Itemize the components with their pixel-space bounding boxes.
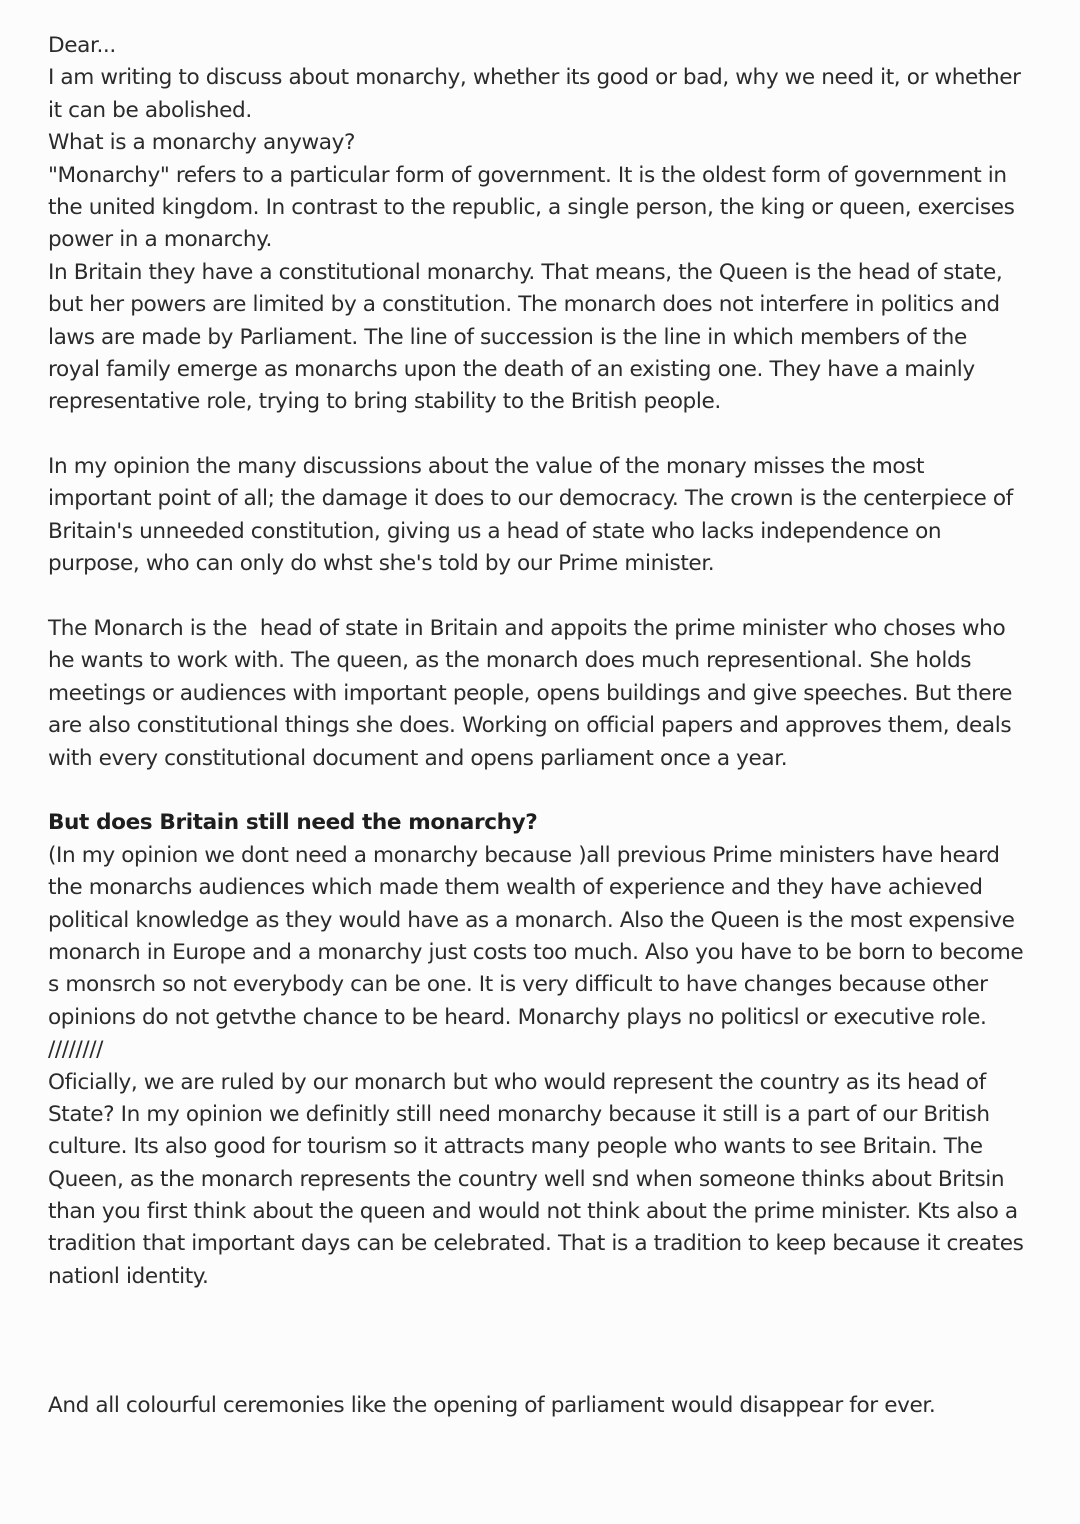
role-paragraph: [48, 613, 1038, 775]
text-line: meetings or audiences with important people, opens buildings and give speeches. But there: [48, 680, 1012, 706]
text-line: laws are made by Parliament. The line of succession is the line in which members of the: [48, 324, 967, 350]
paragraph-gap: [48, 1358, 1038, 1390]
text-line: "Monarchy" refers to a particular form of government. It is the oldest form of government in: [48, 162, 1007, 188]
closing-line: And all colourful ceremonies like the opening of parliament would disappear for ever.: [48, 1393, 936, 1419]
text-line: are also constitutional things she does. Working on official papers and approves them, deals: [48, 713, 1012, 739]
text-line: than you first think about the queen and would not think about the prime minister. Kts also a: [48, 1199, 1018, 1225]
text-line: monarch in Europe and a monarchy just costs too much. Also you have to be born to become: [48, 939, 1024, 965]
text-line: Queen, as the monarch represents the country well snd when someone thinks about Britsin: [48, 1166, 1005, 1192]
text-line: with every constitutional document and opens parliament once a year.: [48, 745, 788, 771]
text-line: s monsrch so not everybody can be one. It is very difficult to have changes because other: [48, 972, 988, 998]
opinion-paragraph: [48, 451, 1038, 581]
text-line: (In my opinion we dont need a monarchy because )all previous Prime ministers have heard: [48, 842, 1000, 868]
text-line: Oficially, we are ruled by our monarch but who would represent the country as its head of: [48, 1069, 986, 1095]
paragraph-gap: [48, 1326, 1038, 1358]
text-line: State? In my opinion we definitly still need monarchy because it still is a part of our British: [48, 1101, 990, 1127]
text-line: the monarchs audiences which made them wealth of experience and they have achieved: [48, 875, 983, 901]
text-line: Britain's unneeded constitution, giving us a head of state who lacks independence on: [48, 518, 942, 544]
text-line: What is a monarchy anyway?: [48, 130, 356, 156]
text-line: The Monarch is the head of state in Britain and appoits the prime minister who choses who: [48, 616, 1006, 642]
greeting: Dear...: [48, 33, 116, 58]
text-line: power in a monarchy.: [48, 227, 272, 253]
text-line: In Britain they have a constitutional monarchy. That means, the Queen is the head of state,: [48, 259, 1003, 285]
paragraph-gap: [48, 581, 1038, 613]
text-line: the united kingdom. In contrast to the republic, a single person, the king or queen, exercises: [48, 194, 1015, 220]
intro-paragraph: [48, 62, 1038, 418]
question-heading: But does Britain still need the monarchy?: [48, 810, 538, 836]
text-line: it can be abolished.: [48, 97, 252, 123]
text-line: royal family emerge as monarchs upon the death of an existing one. They have a mainly: [48, 356, 975, 382]
text-line: opinions do not getvthe chance to be heard. Monarchy plays no politicsl or executive role.: [48, 1004, 987, 1030]
paragraph-gap: [48, 775, 1038, 807]
text-line: but her powers are limited by a constitution. The monarch does not interfere in politics and: [48, 292, 1000, 318]
separator-slashes: ////////: [48, 1037, 104, 1063]
letter-document: [48, 30, 1038, 1423]
text-line: purpose, who can only do whst she's told by our Prime minister.: [48, 551, 715, 577]
text-line: culture. Its also good for tourism so it attracts many people who wants to see Britain. The: [48, 1134, 983, 1160]
paragraph-gap: [48, 1293, 1038, 1325]
text-line: he wants to work with. The queen, as the monarch does much representional. She holds: [48, 648, 972, 674]
text-line: important point of all; the damage it does to our democracy. The crown is the centerpiece of: [48, 486, 1013, 512]
for-paragraph: [48, 1067, 1038, 1294]
text-line: representative role, trying to bring stability to the British people.: [48, 389, 721, 415]
text-line: political knowledge as they would have as a monarch. Also the Queen is the most expensive: [48, 907, 1015, 933]
text-line: I am writing to discuss about monarchy, whether its good or bad, why we need it, or whether: [48, 65, 1021, 91]
text-line: tradition that important days can be celebrated. That is a tradition to keep because it creates: [48, 1231, 1024, 1257]
paragraph-gap: [48, 419, 1038, 451]
against-paragraph: [48, 840, 1038, 1067]
text-line: nationl identity.: [48, 1263, 209, 1289]
text-line: In my opinion the many discussions about the value of the monary misses the most: [48, 454, 925, 480]
